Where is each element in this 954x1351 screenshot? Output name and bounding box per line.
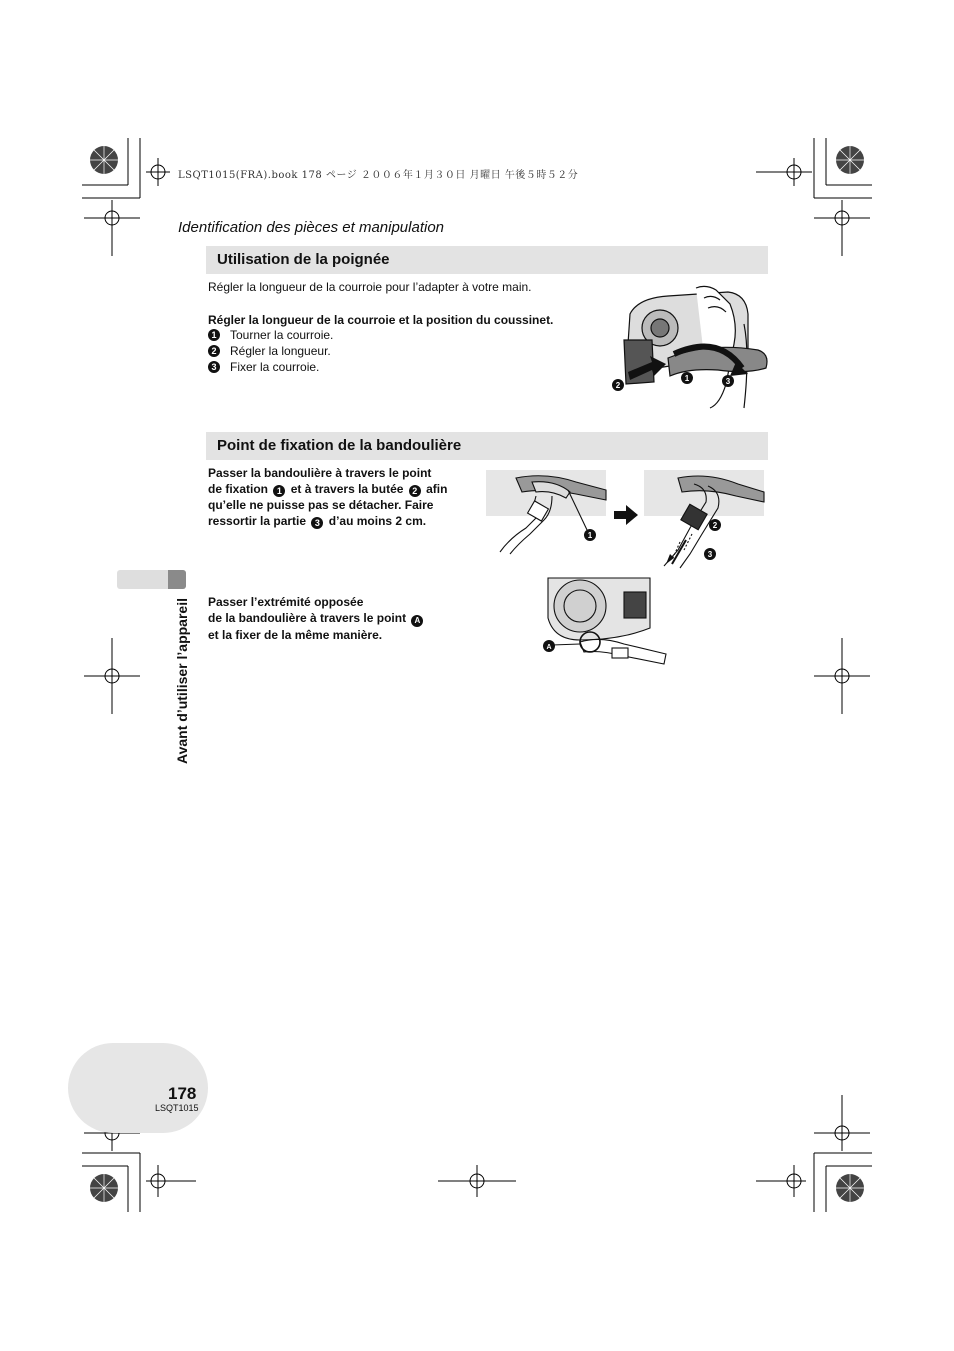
intro-text: Régler la longueur de la courroie pour l’adapter à votre main. [208, 280, 532, 294]
text-line: et la fixer de la même manière. [208, 628, 383, 642]
section-title: Utilisation de la poignée [217, 251, 390, 268]
step-text: Tourner la courroie. [230, 328, 334, 342]
text-line: de la bandoulière à travers le point A [208, 610, 468, 627]
figure-label: A [546, 644, 552, 651]
step-number: 2 [208, 345, 220, 357]
page-number: 178 [168, 1084, 197, 1103]
strap-attachment-illustration-2 [644, 468, 768, 568]
list-item [208, 327, 333, 343]
list-item [208, 343, 333, 359]
running-head: Identification des pièces et manipulation [178, 219, 445, 236]
step-number: 1 [273, 485, 285, 497]
page-code: LSQT1015 [155, 1103, 199, 1113]
text-line: ressortir la partie 3 d’au moins 2 cm. [208, 514, 427, 528]
text-line: qu’elle ne puisse pas se détacher. Faire [208, 498, 434, 512]
step-number: 3 [208, 361, 220, 373]
arrow-right-icon [614, 505, 638, 525]
instruction-paragraph [208, 594, 468, 643]
strap-attachment-illustration-1 [486, 468, 610, 556]
figure-label: 3 [707, 550, 713, 559]
point-marker: A [411, 615, 423, 627]
figure-label: 2 [615, 381, 621, 390]
chapter-side-label: Avant d’utiliser l’appareil [174, 598, 190, 764]
figure-label: 2 [712, 521, 718, 530]
step-text: Régler la longueur. [230, 344, 331, 358]
strap-other-end-illustration [540, 578, 672, 666]
step-number: 1 [208, 329, 220, 341]
text-line: Passer la bandoulière à travers le point [208, 466, 432, 480]
section-heading-grip [206, 246, 768, 274]
text-line: Passer l’extrémité opposée [208, 595, 364, 609]
side-tab-marker [168, 570, 186, 589]
figure-label: 1 [587, 531, 593, 540]
step-text: Fixer la courroie. [230, 360, 320, 374]
instruction-paragraph [208, 465, 478, 529]
list-item [208, 359, 333, 375]
grip-strap-illustration [608, 284, 773, 410]
step-number: 3 [311, 517, 323, 529]
figure-label: 3 [725, 377, 731, 386]
subheading: Régler la longueur de la courroie et la position du coussinet. [208, 313, 554, 327]
section-heading-shoulder-strap [206, 432, 768, 460]
figure-label: 1 [684, 374, 690, 383]
section-title: Point de fixation de la bandoulière [217, 437, 462, 454]
print-header: LSQT1015(FRA).book 178 ページ ２００６年１月３０日 月曜日 午後５時５２分 [178, 170, 579, 181]
step-number: 2 [409, 485, 421, 497]
steps-list [208, 327, 333, 375]
text-line: de fixation 1 et à travers la butée 2 afin [208, 482, 448, 496]
